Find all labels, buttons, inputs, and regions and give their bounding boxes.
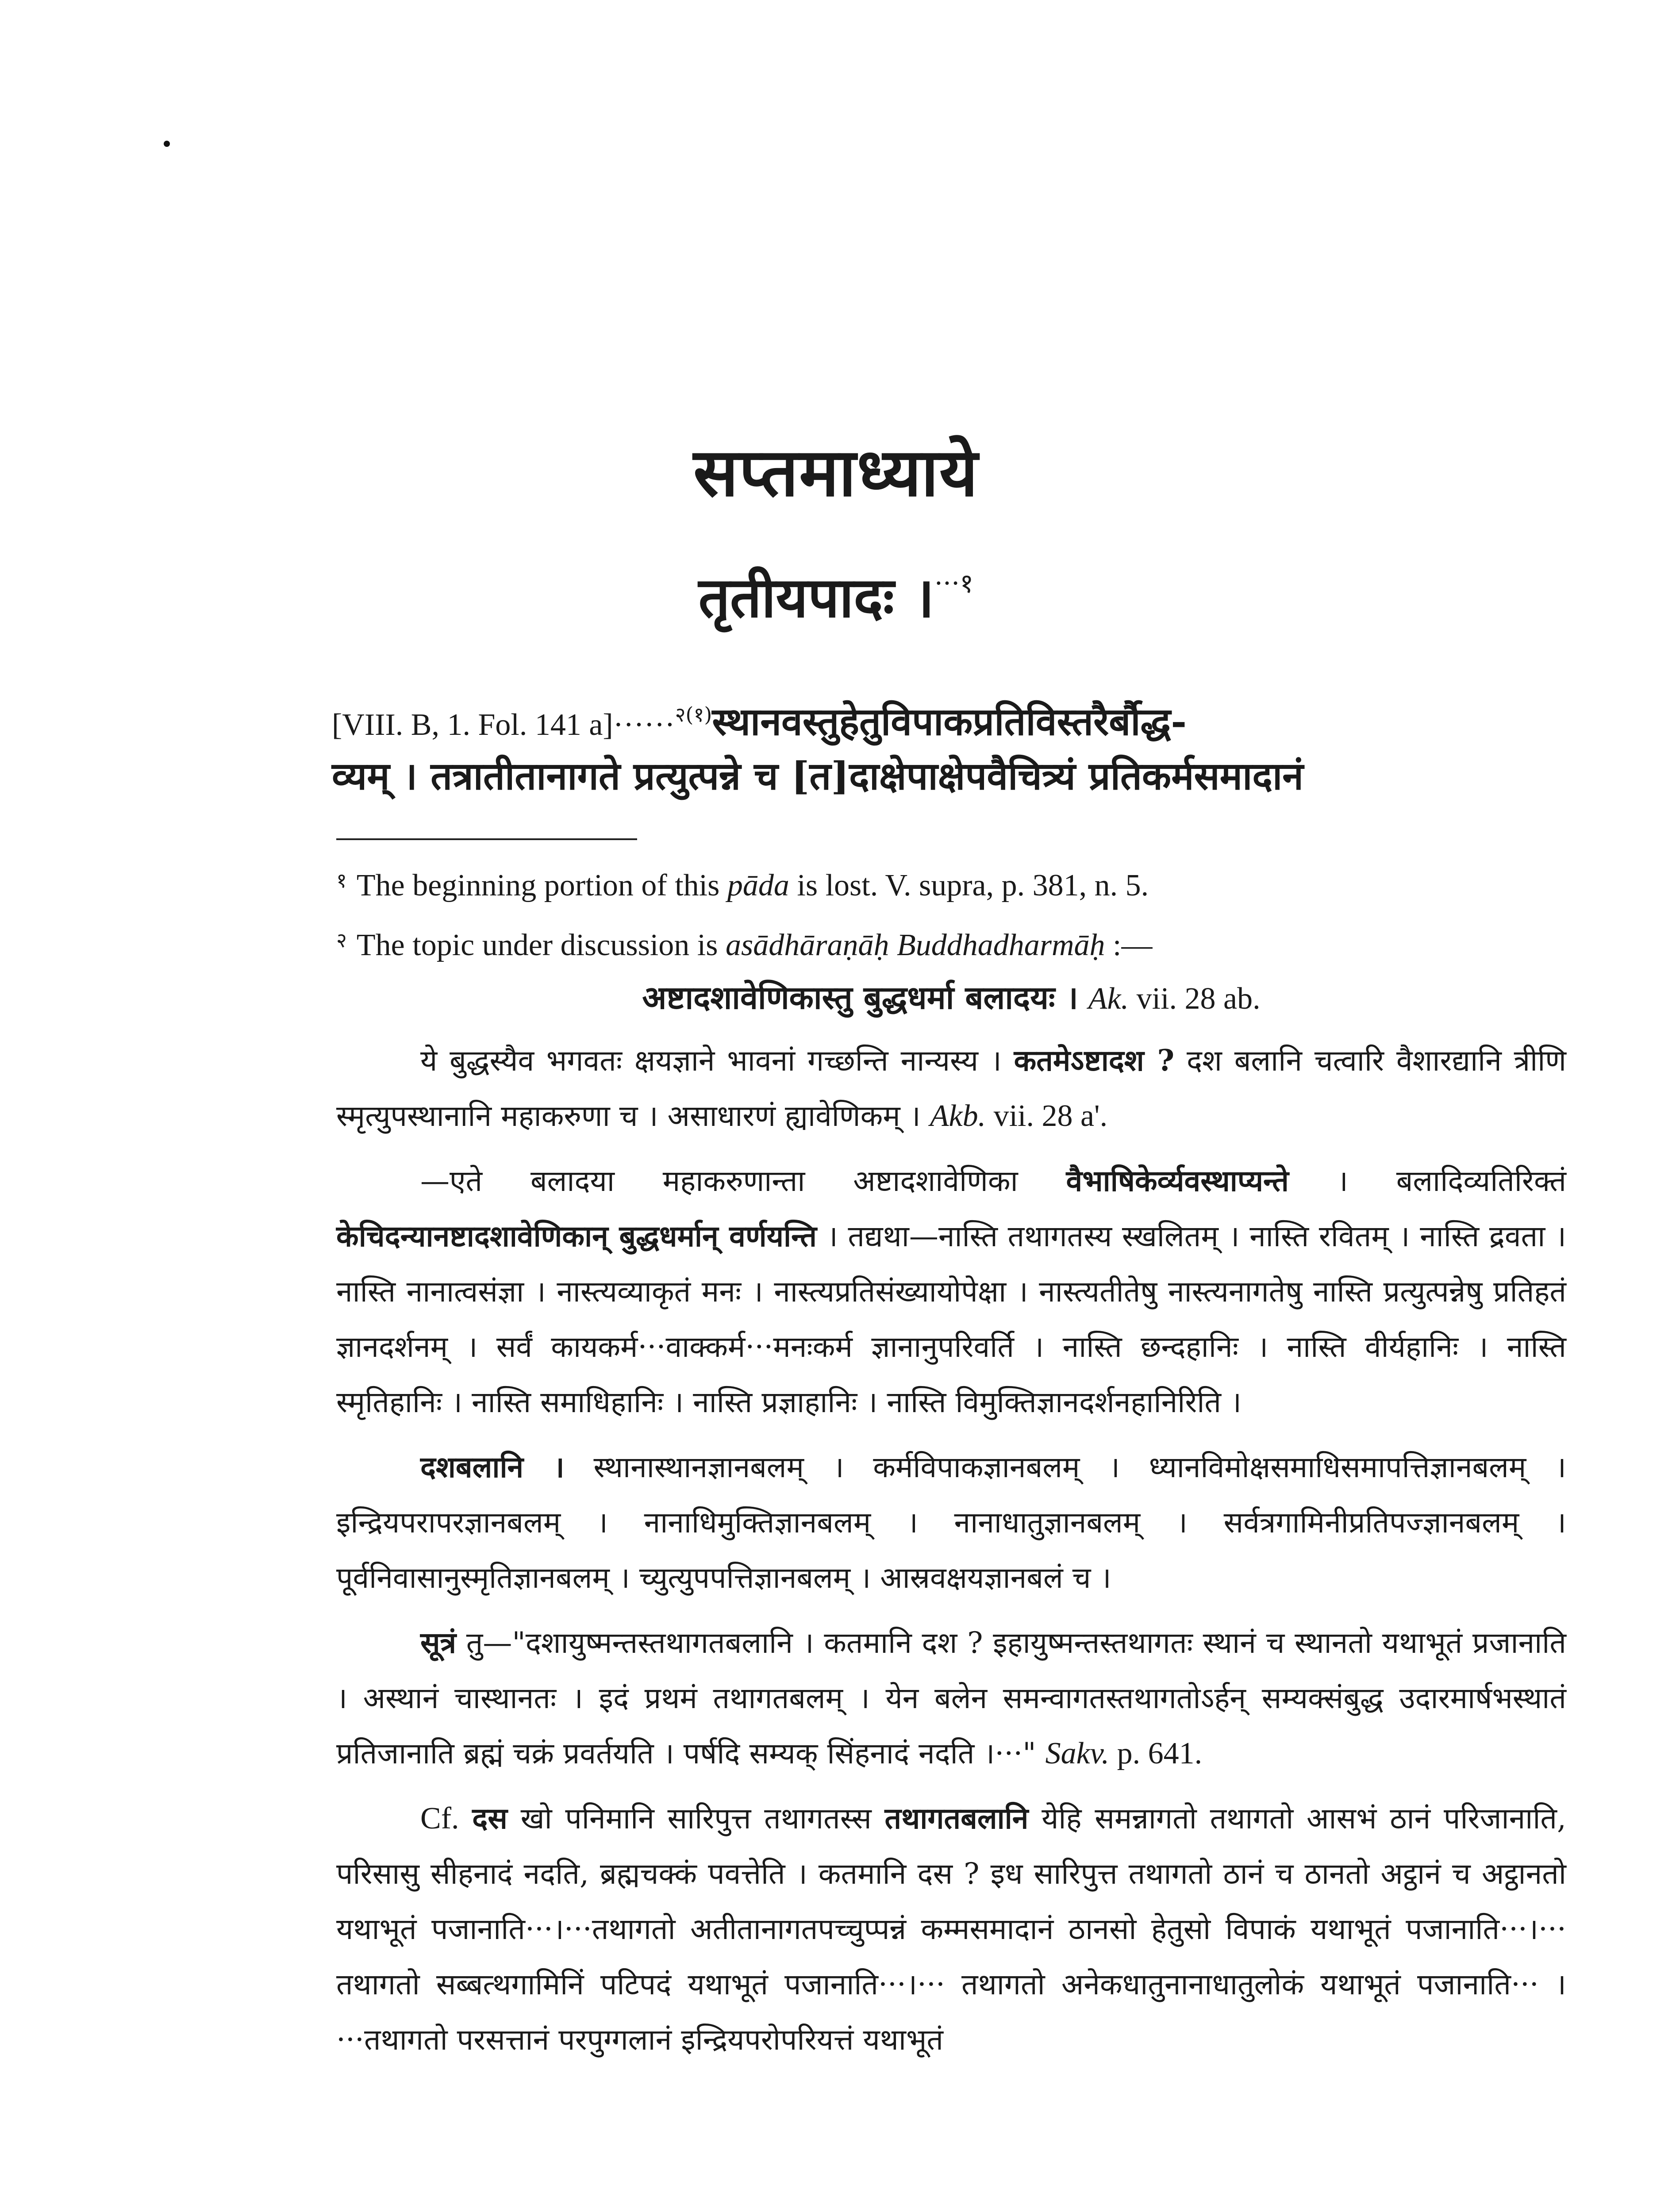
footnote-2 <box>336 916 1566 970</box>
lead-line-2: व्यम् । तत्रातीतानागते प्रत्युत्पन्ने च [त]दाक्षेपाक्षेपवैचित्र्यं प्रतिकर्मसमादानं <box>332 754 1304 799</box>
p2-text-a: —एते बलादया महाकरुणान्ता अष्टादशावेणिका <box>420 1164 1018 1198</box>
paragraph-5 <box>336 1791 1566 2067</box>
paragraph-2 <box>336 1153 1566 1430</box>
p4-text-a: सूत्रं <box>420 1625 457 1660</box>
footnote-text-end: :— <box>1105 928 1153 962</box>
paragraph-1 <box>336 1033 1566 1144</box>
p2-text-b: वैभाषिकेर्व्यवस्थाप्यन्ते <box>1066 1164 1289 1198</box>
footnote-italic: pāda <box>727 868 789 902</box>
verse-ref-abbrev: Ak. <box>1088 982 1129 1016</box>
p1-ref-abbrev: Akb. <box>930 1099 986 1133</box>
commentary-block <box>336 1033 1566 2077</box>
lead-footnote-mark: २(१) <box>675 703 712 726</box>
stray-dot <box>164 141 170 147</box>
p4-text-b: तु—"दशायुष्मन्तस्तथागतबलानि । कतमानि दश ? इहायुष्मन्तस्तथागतः स्थानं च स्थानतो यथाभूतं प्रजानाति । अस्थानं चास्थानतः । इदं प्रथमं तथागतबलम् । येन बलेन समन्वागतस्तथागतोऽर्हन् सम्यक्संबुद्ध उदारमार्षभस्थातं प्रतिजानाति ब्रह्मं चक्रं प्रवर्तयति । पर्षदि सम्यक् सिंहनादं नदति ।···" <box>336 1626 1566 1770</box>
p5-cf: Cf. <box>420 1801 459 1836</box>
paragraph-4 <box>336 1615 1566 1781</box>
p4-ref: p. 641. <box>1109 1736 1203 1770</box>
p3-text-a: दशबलानि । <box>420 1450 565 1484</box>
footnote-text: The beginning portion of this <box>356 868 727 902</box>
footnote-number: २ <box>336 928 347 952</box>
verse-line <box>336 971 1566 1025</box>
p5-text-a: दस <box>472 1801 507 1836</box>
footnote-text-end: is lost. V. supra, p. 381, n. 5. <box>789 868 1149 902</box>
p5-text-c: तथागतबलानि <box>884 1801 1029 1836</box>
footnote-text: The topic under discussion is <box>356 928 726 962</box>
verse-text: अष्टादशावेणिकास्तु बुद्धधर्मा बलादयः । <box>642 979 1078 1016</box>
lacuna-dots: ······ <box>613 708 675 742</box>
p2-text-d: केचिदन्यानष्टादशावेणिकान् बुद्धधर्मान् वर्णयन्ति <box>336 1219 817 1253</box>
p4-ref-abbrev: Sakv. <box>1045 1736 1110 1770</box>
p2-text-e: । तद्यथा—नास्ति तथागतस्य स्खलितम् । नास्ति रवितम् । नास्ति द्रवता । नास्ति नानात्वसंज्ञा । नास्त्यव्याकृतं मनः । नास्त्यप्रतिसंख्यायोपेक्षा । नास्त्यतीतेषु नास्त्यनागतेषु नास्ति प्रत्युत्पन्नेषु प्रतिहतं ज्ञानदर्शनम् । सर्वं कायकर्म···वाक्कर्म···मनःकर्म ज्ञानानुपरिवर्ति । नास्ति छन्दहानिः । नास्ति वीर्यहानिः । नास्ति स्मृतिहानिः । नास्ति समाधिहानिः । नास्ति प्रज्ञाहानिः । नास्ति विमुक्तिज्ञानदर्शनहानिरिति । <box>336 1219 1566 1419</box>
section-title-footnote-mark: ···१ <box>934 568 974 599</box>
lead-text-1: स्थानवस्तुहेतुविपाकप्रतिविस्तरैर्बौद्ध- <box>712 699 1187 744</box>
footnote-italic: asādhāraṇāḥ Buddhadharmāḥ <box>725 928 1105 962</box>
footnote-rule <box>336 838 637 840</box>
folio-reference: [VIII. B, 1. Fol. 141 a] <box>332 708 613 742</box>
p1-text-b: कतमेऽष्टादश ? <box>1014 1043 1175 1078</box>
p3-text-b: स्थानास्थानज्ञानबलम् । कर्मविपाकज्ञानबलम् । ध्यानविमोक्षसमाधिसमापत्तिज्ञानबलम् । इन्द्रियपरापरज्ञानबलम् । नानाधिमुक्तिज्ञानबलम् । नानाधातुज्ञानबलम् । सर्वत्रगामिनीप्रतिपज्ज्ञानबलम् । पूर्वनिवासानुस्मृतिज्ञानबलम् । च्युत्युपपत्तिज्ञानबलम् । आस्रवक्षयज्ञानबलं च । <box>336 1450 1566 1595</box>
p1-text-c: दश बलानि चत्वारि वैशारद्यानि त्रीणि स्मृत्युपस्थानानि महाकरुणा च । असाधारणं ह्यावेणिकम् । <box>336 1044 1567 1133</box>
p1-text-a: ये बुद्धस्यैव भगवतः क्षयज्ञाने भावनां गच्छन्ति नान्यस्य । <box>420 1044 1002 1078</box>
chapter-title: सप्तमाध्याये <box>693 434 979 511</box>
section-title-text: तृतीयपादः । <box>698 565 934 630</box>
p5-text-d: येहि समन्नागतो तथागतो आसभं ठानं परिजानाति, परिसासु सीहनादं नदति, ब्रह्मचक्कं पवत्तेति । कतमानि दस ? इध सारिपुत्त तथागतो ठानं च ठानतो अट्ठानं च अट्ठानतो यथाभूतं पजानाति···।···तथागतो अतीतानागतपच्चुप्पन्नं कम्मसमादानं ठानसो हेतुसो विपाकं यथाभूतं पजानाति···।··· तथागतो सब्बत्थगामिनिं पटिपदं यथाभूतं पजानाति···।··· तथागतो अनेकधातुनानाधातुलोकं यथाभूतं पजानाति··· । ···तथागतो परसत्तानं परपुग्गलानं इन्द्रियपरोपरियत्तं यथाभूतं <box>336 1801 1567 2057</box>
p2-text-c: । बलादिव्यतिरिक्तं <box>1337 1164 1567 1198</box>
footnote-1 <box>336 856 1566 910</box>
p1-ref: vii. 28 a'. <box>986 1099 1108 1133</box>
p5-text-b: खो पनिमानि सारिपुत्त तथागतस्स <box>520 1801 872 1836</box>
section-title <box>0 557 1672 633</box>
paragraph-3 <box>336 1440 1566 1605</box>
verse-ref: vii. 28 ab. <box>1129 982 1261 1016</box>
footnote-number: १ <box>336 868 347 892</box>
